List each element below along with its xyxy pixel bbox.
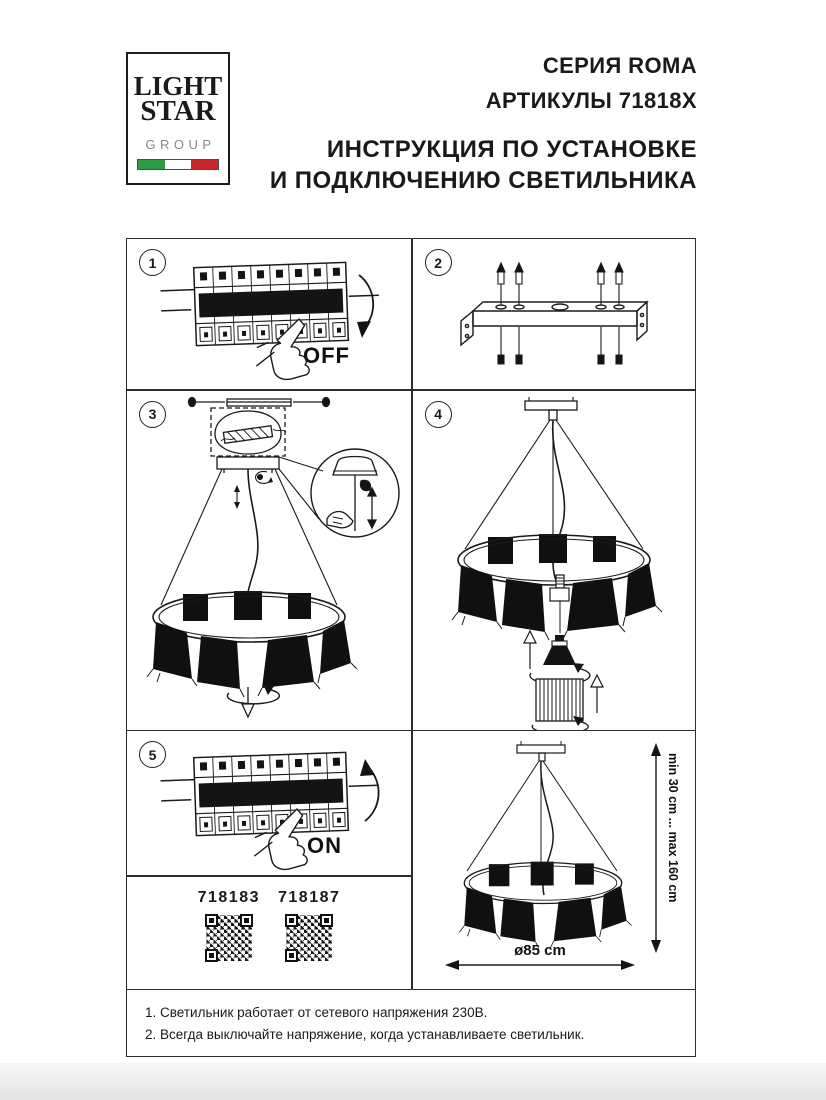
step-4-panel [413, 391, 694, 730]
ceiling-mount-illustration [127, 391, 411, 730]
instruction-grid [126, 238, 696, 990]
qr-finder-icon [205, 914, 218, 927]
doc-title-line1: ИНСТРУКЦИЯ ПО УСТАНОВКЕ [326, 136, 697, 163]
dimensions-panel [413, 731, 694, 987]
step-3-number: 3 [139, 401, 166, 428]
logo-word-star: STAR [140, 95, 216, 127]
on-label: ON [307, 833, 342, 859]
logo-word-light: LIGHT [133, 71, 223, 101]
qr-finder-icon [205, 949, 218, 962]
logo-word-group: GROUP [145, 137, 216, 152]
step-1-panel [127, 239, 411, 389]
mounting-bracket-illustration [413, 239, 694, 389]
qr-code-right-label: 718187 [278, 888, 341, 906]
italy-flag-icon [137, 159, 219, 170]
step-3-panel [127, 391, 411, 730]
qr-finder-icon [320, 914, 333, 927]
qr-finder-icon [285, 949, 298, 962]
note-line-1: 1. Светильник работает от сетевого напряжения 230В. [145, 1004, 488, 1020]
circuit-breaker-off-illustration [127, 239, 411, 389]
qr-code-left-label: 718183 [197, 888, 260, 906]
dimensions-illustration [413, 731, 694, 987]
qr-block-left [198, 889, 260, 988]
qr-block-right [278, 889, 340, 988]
height-range-label: min 30 cm ... max 160 cm [665, 753, 680, 903]
document-header [270, 48, 697, 196]
qr-panel [127, 877, 411, 988]
lightstar-logo [126, 52, 230, 185]
qr-code-left [203, 912, 255, 964]
step-5-panel [127, 731, 411, 875]
step-2-panel [413, 239, 694, 389]
note-line-2: 2. Всегда выключайте напряжение, когда устанавливаете светильник. [145, 1026, 585, 1042]
step-5-number: 5 [139, 741, 166, 768]
page-edge-shadow [0, 1063, 826, 1100]
series-name: СЕРИЯ ROMA [542, 53, 697, 78]
shade-assembly-illustration [413, 391, 694, 730]
step-4-number: 4 [425, 401, 452, 428]
doc-title-line2: И ПОДКЛЮЧЕНИЮ СВЕТИЛЬНИКА [269, 167, 697, 194]
qr-finder-icon [285, 914, 298, 927]
off-label: OFF [303, 343, 350, 368]
qr-finder-icon [240, 914, 253, 927]
qr-code-right [283, 912, 335, 964]
article-numbers: АРТИКУЛЫ 71818X [485, 88, 697, 113]
step-2-number: 2 [425, 249, 452, 276]
step-1-number: 1 [139, 249, 166, 276]
notes-box [126, 990, 696, 1057]
circuit-breaker-on-illustration [127, 731, 411, 875]
diameter-label: ø85 cm [513, 942, 566, 960]
